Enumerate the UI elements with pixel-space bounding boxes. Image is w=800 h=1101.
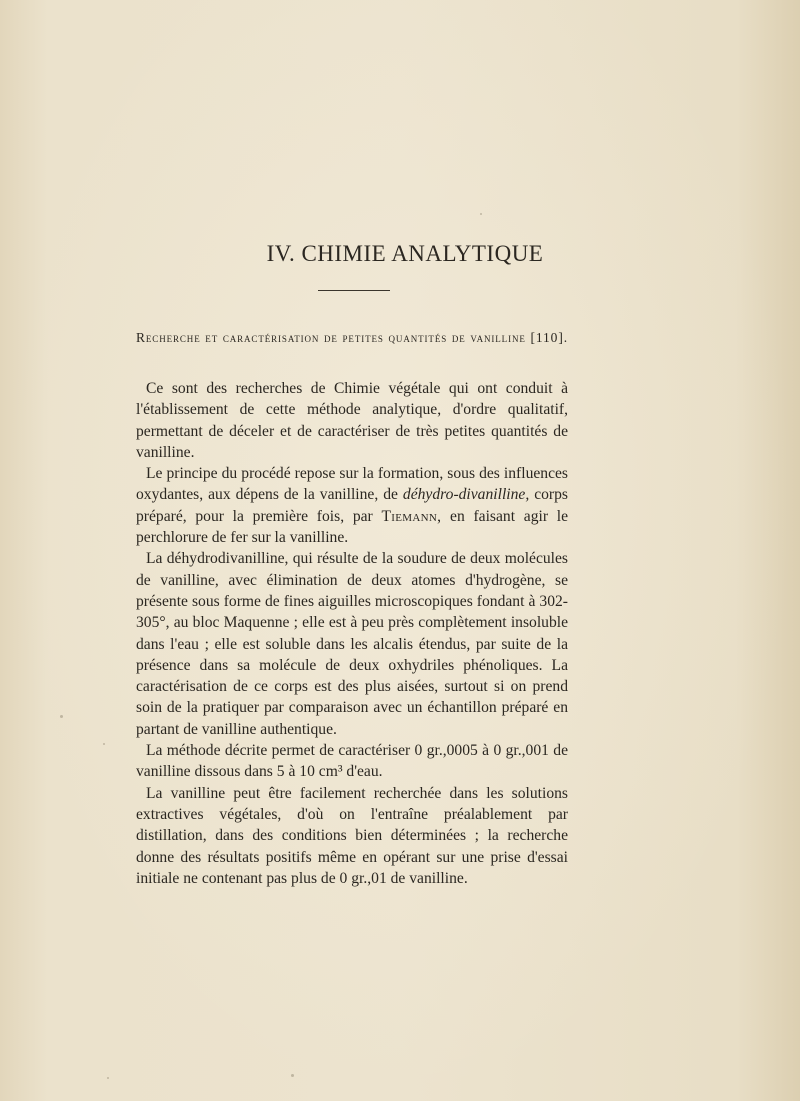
paragraph-2-text-b: corps préparé, pour la première fois, par: [136, 486, 568, 525]
paragraph-2-text-a: Le principe du procédé repose sur la formation, sous des influences oxydantes, aux dépens de la vanilline, de: [136, 465, 568, 504]
paragraph-2-italic: déhydro-divanilline,: [402, 486, 530, 504]
author-name: Tiemann,: [381, 507, 442, 525]
paper-speck: [291, 1074, 294, 1077]
paragraph-4: La méthode décrite permet de caractériser 0 gr.,0005 à 0 gr.,001 de vanilline dissous dans 5 à 10 cm³ d'eau.: [136, 742, 568, 781]
heading-divider: [318, 290, 390, 291]
paper-speck: [107, 1077, 109, 1079]
paper-speck: [480, 213, 482, 215]
section-title-reference: [110].: [525, 330, 568, 345]
section-title: [136, 327, 568, 349]
paragraph-5: La vanilline peut être facilement recherchée dans les solutions extractives végétales, d'où on l'entraîne préalablement par distillation, dans des conditions bien déterminées ; la recherche donne des résultats positifs même en opérant sur une prise d'essai initiale ne contenant pas plus de 0 gr.,01 de vanilline.: [136, 784, 568, 887]
paper-speck: [103, 743, 105, 745]
body-text: [136, 378, 568, 889]
paragraph-2: [136, 463, 568, 548]
section-title-text: Recherche et caractérisation de petites quantités de vanilline: [136, 330, 526, 345]
paragraph-1: Ce sont des recherches de Chimie végétale qui ont conduit à l'établissement de cette méthode analytique, d'ordre qualitatif, permettant de déceler et de caractériser de très petites quantités de vanilline.: [136, 380, 568, 461]
paragraph-2-text-c: en faisant agir le perchlorure de fer sur la vanilline.: [136, 507, 568, 547]
paragraph-3: La déhydrodivanilline, qui résulte de la soudure de deux molécules de vanilline, avec élimination de deux atomes d'hydrogène, se présente sous forme de fines aiguilles microscopiques fondant à 302-305°, au bloc Maquenne ; elle est à peu près complètement insoluble dans l'eau ; elle est soluble dans les alcalis étendus, par suite de la présence dans sa molécule de deux oxhydriles phénoliques. La caractérisation de ce corps est des plus aisées, surtout si on prend soin de la pratiquer par comparaison avec un échantillon préparé en partant de vanilline authentique.: [136, 550, 568, 738]
paper-speck: [60, 715, 63, 718]
chapter-heading: IV. CHIMIE ANALYTIQUE: [266, 241, 544, 266]
